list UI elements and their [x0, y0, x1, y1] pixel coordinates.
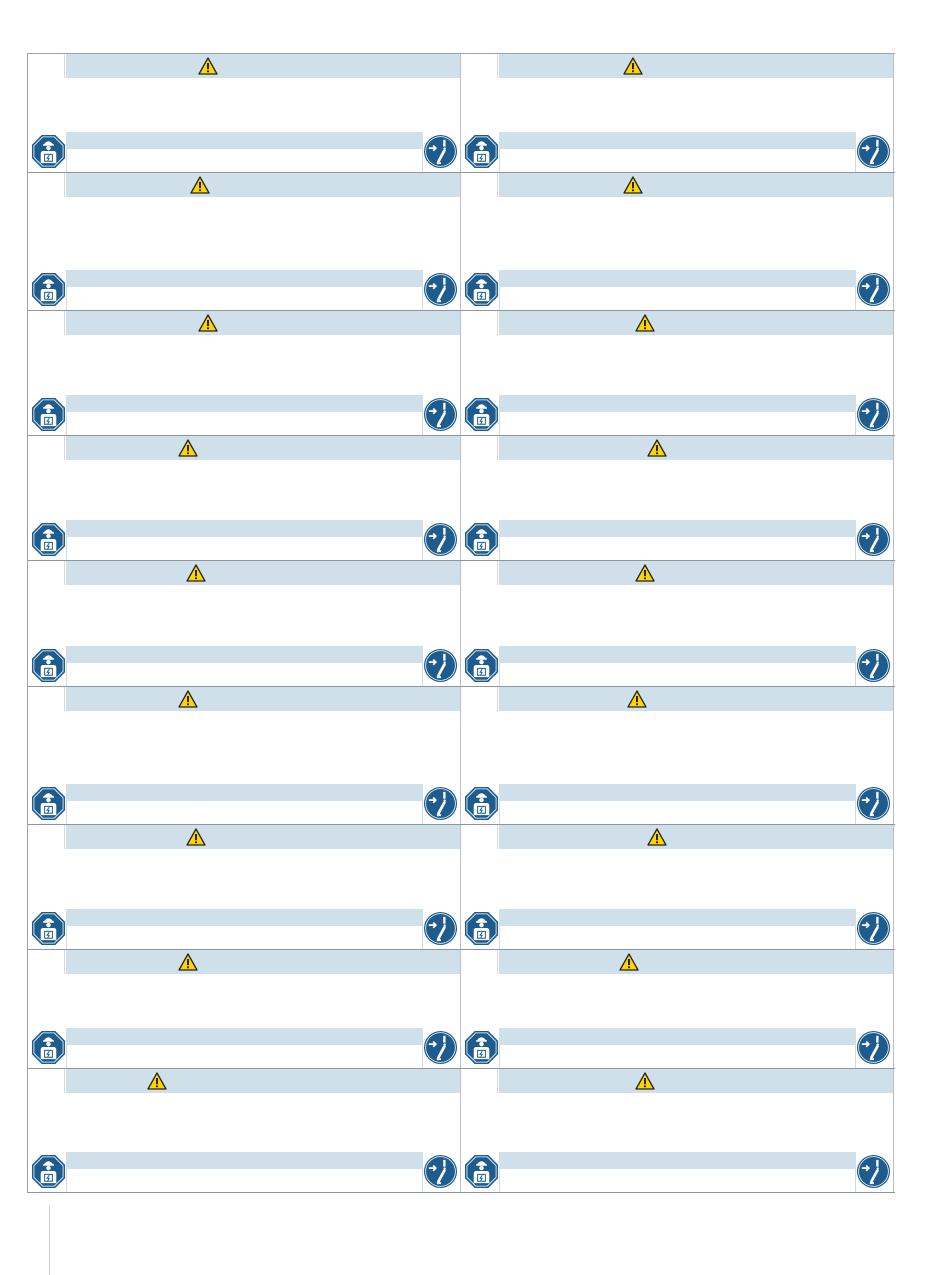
notice-footer [461, 270, 893, 310]
notice-header [28, 1069, 460, 1093]
protective-clothing-icon [464, 911, 499, 946]
notice-footer [461, 520, 893, 560]
protective-clothing-icon [464, 786, 499, 821]
header-index-cell [461, 1069, 498, 1093]
protective-clothing-icon [31, 397, 66, 432]
header-index-cell [28, 950, 65, 974]
header-bar [499, 54, 893, 78]
footer-stripe [66, 270, 423, 287]
notice-header [461, 950, 893, 974]
protective-clothing-icon [31, 272, 66, 307]
header-bar [499, 687, 893, 711]
header-index-cell [28, 54, 65, 78]
notice-header [28, 950, 460, 974]
footer-text-cell [66, 663, 423, 686]
footer-stripe [66, 1028, 423, 1045]
notice-cell [461, 950, 894, 1068]
notice-header [28, 54, 460, 78]
warning-triangle-icon [198, 57, 218, 75]
warning-triangle-icon [623, 176, 643, 194]
disconnect-before-maintenance-icon [856, 134, 891, 169]
header-bar [66, 561, 460, 585]
notice-cell [461, 561, 894, 686]
warning-triangle-icon [647, 828, 667, 846]
table-row [28, 436, 895, 561]
header-index-cell [28, 825, 65, 849]
notice-header [461, 436, 893, 460]
disconnect-before-maintenance-icon [856, 1154, 891, 1189]
footer-text-cell [499, 1169, 856, 1192]
protective-clothing-icon [31, 134, 66, 169]
footer-text-cell [66, 926, 423, 949]
footer-text-cell [499, 801, 856, 824]
disconnect-before-maintenance-icon [423, 1154, 458, 1189]
footer-stripe [499, 784, 856, 801]
notice-footer [461, 1152, 893, 1192]
protective-clothing-icon [464, 397, 499, 432]
notice-cell [28, 950, 461, 1068]
warning-triangle-icon [186, 828, 206, 846]
notice-cell [28, 173, 461, 310]
notice-header [28, 687, 460, 711]
footer-text-cell [66, 537, 423, 560]
table-row [28, 311, 895, 436]
footer-stripe [499, 520, 856, 537]
disconnect-before-maintenance-icon [856, 648, 891, 683]
warning-triangle-icon [627, 690, 647, 708]
notice-cell [461, 1069, 894, 1192]
footer-text-cell [66, 149, 423, 172]
disconnect-before-maintenance-icon [423, 786, 458, 821]
notice-footer [461, 784, 893, 824]
footer-text-cell [66, 287, 423, 310]
footer-stripe [66, 1152, 423, 1169]
protective-clothing-icon [464, 1154, 499, 1189]
header-index-cell [461, 825, 498, 849]
disconnect-before-maintenance-icon [856, 1030, 891, 1065]
footer-stripe [499, 909, 856, 926]
header-bar [66, 687, 460, 711]
warning-triangle-icon [178, 690, 198, 708]
protective-clothing-icon [464, 272, 499, 307]
footer-stripe [499, 395, 856, 412]
warning-triangle-icon [147, 1072, 167, 1090]
table-row [28, 1069, 895, 1193]
header-bar [499, 825, 893, 849]
disconnect-before-maintenance-icon [856, 786, 891, 821]
protective-clothing-icon [464, 1030, 499, 1065]
footer-stripe [499, 646, 856, 663]
header-bar [499, 950, 893, 974]
notice-cell [461, 687, 894, 824]
notice-header [28, 436, 460, 460]
notice-header [28, 311, 460, 335]
notice-header [28, 173, 460, 197]
notice-header [461, 561, 893, 585]
warning-triangle-icon [635, 314, 655, 332]
footer-text-cell [66, 412, 423, 435]
footer-stripe [499, 270, 856, 287]
footer-text-cell [66, 1045, 423, 1068]
header-index-cell [461, 561, 498, 585]
notice-header [461, 311, 893, 335]
footer-stripe [66, 909, 423, 926]
notice-cell [28, 311, 461, 435]
footer-stripe [66, 520, 423, 537]
header-index-cell [28, 687, 65, 711]
footer-stripe [499, 132, 856, 149]
notice-footer [461, 909, 893, 949]
header-bar [66, 1069, 460, 1093]
notice-footer [28, 395, 460, 435]
header-index-cell [461, 950, 498, 974]
protective-clothing-icon [31, 522, 66, 557]
header-bar [499, 1069, 893, 1093]
table-row [28, 561, 895, 687]
disconnect-before-maintenance-icon [423, 134, 458, 169]
header-bar [66, 311, 460, 335]
notice-cell [28, 436, 461, 560]
notice-header [28, 561, 460, 585]
notice-footer [461, 395, 893, 435]
table-row [28, 825, 895, 950]
header-bar [499, 173, 893, 197]
safety-notice-table [27, 53, 895, 1193]
header-index-cell [28, 311, 65, 335]
notice-footer [28, 270, 460, 310]
protective-clothing-icon [464, 522, 499, 557]
table-row [28, 54, 895, 173]
footer-stripe [499, 1028, 856, 1045]
warning-triangle-icon [635, 1072, 655, 1090]
notice-cell [28, 825, 461, 949]
footer-text-cell [499, 149, 856, 172]
table-row [28, 687, 895, 825]
table-row [28, 173, 895, 311]
header-index-cell [28, 436, 65, 460]
notice-header [28, 825, 460, 849]
warning-triangle-icon [635, 564, 655, 582]
disconnect-before-maintenance-icon [856, 397, 891, 432]
notice-cell [28, 561, 461, 686]
protective-clothing-icon [31, 1154, 66, 1189]
footer-text-cell [499, 1045, 856, 1068]
disconnect-before-maintenance-icon [423, 272, 458, 307]
header-index-cell [28, 173, 65, 197]
protective-clothing-icon [31, 648, 66, 683]
notice-footer [28, 1028, 460, 1068]
disconnect-before-maintenance-icon [856, 911, 891, 946]
footer-stripe [66, 132, 423, 149]
footer-stripe [66, 646, 423, 663]
warning-triangle-icon [186, 564, 206, 582]
margin-rule [49, 1205, 50, 1275]
warning-triangle-icon [647, 439, 667, 457]
disconnect-before-maintenance-icon [423, 397, 458, 432]
notice-footer [28, 646, 460, 686]
header-bar [66, 173, 460, 197]
notice-footer [28, 909, 460, 949]
protective-clothing-icon [31, 1030, 66, 1065]
header-index-cell [461, 436, 498, 460]
notice-footer [461, 1028, 893, 1068]
footer-stripe [66, 784, 423, 801]
notice-header [461, 54, 893, 78]
notice-cell [461, 825, 894, 949]
warning-triangle-icon [623, 57, 643, 75]
disconnect-before-maintenance-icon [423, 1030, 458, 1065]
warning-triangle-icon [190, 176, 210, 194]
header-bar [499, 436, 893, 460]
header-index-cell [28, 1069, 65, 1093]
notice-header [461, 825, 893, 849]
footer-text-cell [499, 287, 856, 310]
warning-triangle-icon [619, 953, 639, 971]
header-index-cell [461, 311, 498, 335]
notice-cell [461, 54, 894, 172]
notice-cell [461, 173, 894, 310]
header-index-cell [461, 687, 498, 711]
header-bar [66, 54, 460, 78]
notice-footer [28, 132, 460, 172]
footer-stripe [499, 1152, 856, 1169]
disconnect-before-maintenance-icon [423, 911, 458, 946]
disconnect-before-maintenance-icon [423, 522, 458, 557]
notice-cell [461, 436, 894, 560]
footer-stripe [66, 395, 423, 412]
notice-cell [28, 1069, 461, 1192]
protective-clothing-icon [31, 786, 66, 821]
protective-clothing-icon [464, 648, 499, 683]
notice-header [461, 173, 893, 197]
disconnect-before-maintenance-icon [856, 272, 891, 307]
warning-triangle-icon [198, 314, 218, 332]
header-index-cell [461, 173, 498, 197]
header-bar [66, 436, 460, 460]
footer-text-cell [499, 537, 856, 560]
protective-clothing-icon [464, 134, 499, 169]
warning-triangle-icon [178, 439, 198, 457]
notice-cell [28, 54, 461, 172]
disconnect-before-maintenance-icon [423, 648, 458, 683]
footer-text-cell [66, 801, 423, 824]
warning-triangle-icon [178, 953, 198, 971]
protective-clothing-icon [31, 911, 66, 946]
header-index-cell [461, 54, 498, 78]
disconnect-before-maintenance-icon [856, 522, 891, 557]
footer-text-cell [499, 412, 856, 435]
header-bar [499, 561, 893, 585]
notice-footer [461, 646, 893, 686]
table-row [28, 950, 895, 1069]
notice-footer [28, 520, 460, 560]
header-bar [66, 825, 460, 849]
notice-header [461, 687, 893, 711]
notice-footer [28, 784, 460, 824]
notice-footer [28, 1152, 460, 1192]
footer-text-cell [499, 663, 856, 686]
notice-header [461, 1069, 893, 1093]
notice-cell [28, 687, 461, 824]
notice-footer [461, 132, 893, 172]
header-bar [66, 950, 460, 974]
notice-cell [461, 311, 894, 435]
header-index-cell [28, 561, 65, 585]
footer-text-cell [66, 1169, 423, 1192]
header-bar [499, 311, 893, 335]
footer-text-cell [499, 926, 856, 949]
